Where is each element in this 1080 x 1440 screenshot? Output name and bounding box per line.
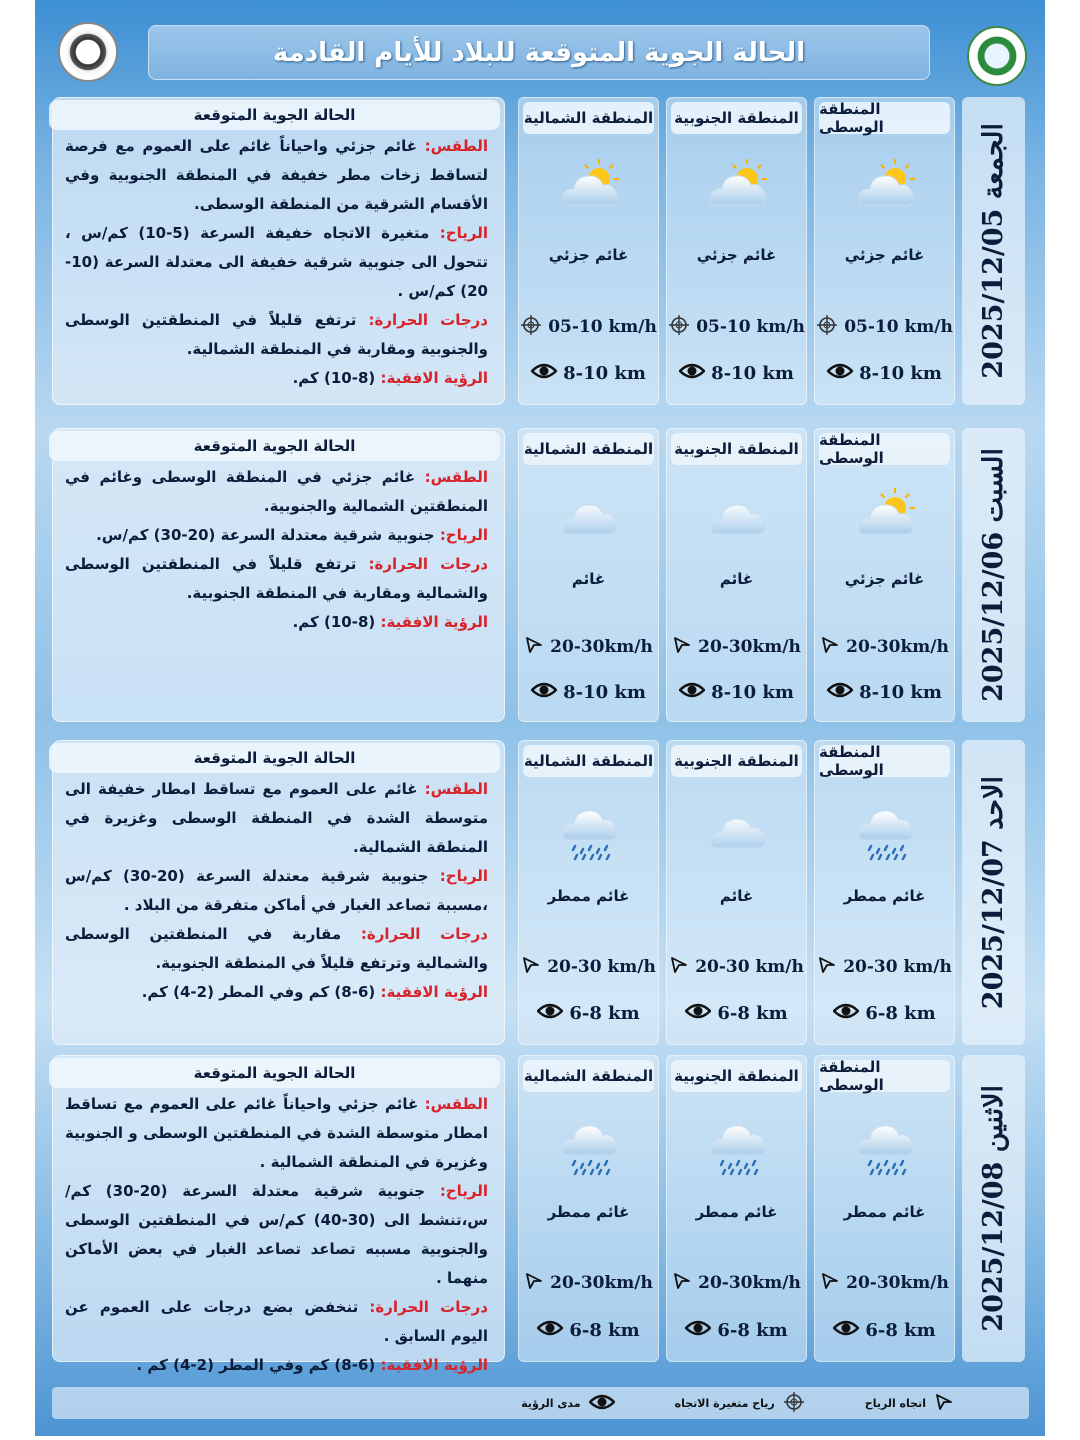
temperature-text: درجات الحرارة: تنخفض بضع درجات على العموم عن اليوم السابق .	[65, 1298, 488, 1345]
summary-title: الحالة الجوية المتوقعة	[49, 1058, 500, 1088]
wind-speed: 05-10 km/h	[667, 314, 806, 341]
condition-label: غائم ممطر	[843, 887, 926, 906]
visibility: 8-10 km	[519, 682, 658, 703]
meteorological-authority-logo	[58, 22, 118, 82]
visibility: 6-8 km	[667, 1003, 806, 1024]
wind-direction-icon	[524, 635, 544, 660]
compass-icon	[783, 1391, 805, 1416]
wind-speed: 20-30 km/h	[815, 955, 954, 980]
wind-speed: 20-30km/h	[519, 635, 658, 660]
wind-speed: 20-30km/h	[667, 1271, 806, 1296]
visibility: 6-8 km	[519, 1320, 658, 1341]
eye-icon	[537, 1003, 563, 1024]
day-date: الجمعة 2025/12/05	[962, 97, 1025, 405]
variable-wind-icon	[520, 314, 542, 341]
temperature-text: درجات الحرارة: مقاربة في المنطقتين الوسطى والشمالية وترتفع قليلاً في المنطقة الجنوبية.	[65, 925, 488, 972]
condition-label: غائم جزئي	[844, 570, 925, 589]
region-card	[666, 1055, 807, 1362]
condition-label: غائم	[719, 887, 754, 906]
visibility: 6-8 km	[815, 1320, 954, 1341]
wind-speed: 20-30 km/h	[519, 955, 658, 980]
wind-text: الرياح: جنوبية شرقية معتدلة السرعة (20-30) كم/س ،مسببة تصاعد الغبار في أماكن متفرقة من البلاد .	[65, 867, 488, 914]
visibility: 6-8 km	[815, 1003, 954, 1024]
region-name: المنطقة الوسطى	[819, 745, 950, 777]
cloudy-icon	[707, 798, 771, 862]
forecast-summary	[52, 428, 505, 722]
eye-icon	[827, 682, 853, 703]
weather-text: الطقس: غائم جزئي واحياناً غائم على العموم مع تساقط امطار متوسطة الشدة في المنطقتين الوسطى و الجنوبية وغزيرة في المنطقة الشمالية .	[65, 1095, 488, 1171]
region-card	[518, 428, 659, 722]
wind-direction-icon	[820, 1271, 840, 1296]
region-name: المنطقة الجنوبية	[671, 102, 802, 134]
temperature-text: درجات الحرارة: ترتفع قليلاً في المنطقتين الوسطى والشمالية ومقاربة في المنطقة الجنوبية.	[65, 555, 488, 602]
rain-icon	[707, 1113, 771, 1177]
summary-title: الحالة الجوية المتوقعة	[49, 100, 500, 130]
region-card	[814, 428, 955, 722]
region-name: المنطقة الشمالية	[523, 745, 654, 777]
rain-icon	[855, 798, 919, 862]
visibility: 8-10 km	[519, 363, 658, 384]
region-card	[666, 97, 807, 405]
forecast-summary	[52, 97, 505, 405]
forecast-summary	[52, 740, 505, 1045]
condition-label: غائم ممطر	[547, 1203, 630, 1222]
eye-icon	[679, 682, 705, 703]
cloudy-icon	[707, 484, 771, 548]
day-date: الاثنين 2025/12/08	[962, 1055, 1025, 1362]
wind-text: الرياح: متغيرة الاتجاه خفيفة السرعة (5-10) كم/س ، تتحول الى جنوبية شرقية خفيفة الى معتدلة السرعة (10-20) كم/س .	[65, 224, 488, 300]
variable-wind-icon	[668, 314, 690, 341]
day-row	[35, 97, 1045, 405]
temperature-text: درجات الحرارة: ترتفع قليلاً في المنطقتين الوسطى والجنوبية ومقاربة في المنطقة الشمالية.	[65, 311, 488, 358]
day-row	[35, 1055, 1045, 1374]
eye-icon	[833, 1320, 859, 1341]
legend-visibility: مدى الرؤية	[521, 1394, 614, 1413]
weather-text: الطقس: غائم جزئي في المنطقة الوسطى وغائم في المنطقتين الشمالية والجنوبية.	[65, 468, 488, 515]
wind-direction-icon	[669, 955, 689, 980]
visibility: 8-10 km	[667, 682, 806, 703]
eye-icon	[833, 1003, 859, 1024]
region-card	[814, 97, 955, 405]
region-card	[814, 1055, 955, 1362]
region-name: المنطقة الوسطى	[819, 102, 950, 134]
region-card	[518, 97, 659, 405]
visibility: 8-10 km	[815, 363, 954, 384]
visibility: 6-8 km	[667, 1320, 806, 1341]
day-date: الاحد 2025/12/07	[962, 740, 1025, 1045]
legend-wind-direction: اتجاه الرياح	[865, 1392, 954, 1415]
day-date: السبت 2025/12/06	[962, 428, 1025, 722]
wind-direction-icon	[521, 955, 541, 980]
weather-text: الطقس: غائم على العموم مع تساقط امطار خفيفة الى متوسطة الشدة في المنطقة الوسطى وغزيرة في المنطقة الشمالية.	[65, 780, 488, 856]
legend-variable-wind: رياح متغيرة الاتجاه	[675, 1391, 805, 1416]
wind-direction-icon	[820, 635, 840, 660]
wind-direction-icon	[817, 955, 837, 980]
visibility-text: الرؤية الافقية: (6-8) كم وفي المطر (2-4) كم .	[136, 1356, 488, 1374]
eye-icon	[679, 363, 705, 384]
wind-direction-icon	[672, 1271, 692, 1296]
forecast-summary	[52, 1055, 505, 1374]
wind-speed: 20-30km/h	[519, 1271, 658, 1296]
wind-text: الرياح: جنوبية شرقية معتدلة السرعة (20-30) كم/س،تنشط الى (30-40) كم/س في المنطقتين الوسطى والجنوبية مسببه تصاعد تصاعد الغبار في بعض الأماكن منهما .	[65, 1182, 488, 1287]
condition-label: غائم ممطر	[843, 1203, 926, 1222]
summary-title: الحالة الجوية المتوقعة	[49, 431, 500, 461]
visibility-text: الرؤية الافقية: (8-10) كم.	[292, 369, 488, 387]
eye-icon	[685, 1003, 711, 1024]
eye-icon	[531, 363, 557, 384]
partly-cloudy-icon	[707, 155, 771, 219]
region-name: المنطقة الجنوبية	[671, 745, 802, 777]
rain-icon	[559, 798, 623, 862]
region-card	[518, 740, 659, 1045]
eye-icon	[537, 1320, 563, 1341]
region-card	[814, 740, 955, 1045]
visibility: 6-8 km	[519, 1003, 658, 1024]
eye-icon	[531, 682, 557, 703]
region-name: المنطقة الوسطى	[819, 1060, 950, 1092]
cloudy-icon	[559, 484, 623, 548]
wind-speed: 05-10 km/h	[815, 314, 954, 341]
wind-speed: 20-30km/h	[815, 635, 954, 660]
partly-cloudy-icon	[559, 155, 623, 219]
rain-icon	[559, 1113, 623, 1177]
visibility-text: الرؤية الافقية: (6-8) كم وفي المطر (2-4) كم.	[141, 983, 488, 1001]
region-card	[666, 740, 807, 1045]
weather-text: الطقس: غائم جزئي واحياناً غائم على العموم مع فرصة لتساقط زخات مطر خفيفة في المنطقة الجنوبية وفي الأقسام الشرقية من المنطقة الوسطى.	[65, 137, 488, 213]
region-name: المنطقة الجنوبية	[671, 1060, 802, 1092]
wind-speed: 20-30km/h	[815, 1271, 954, 1296]
partly-cloudy-icon	[855, 155, 919, 219]
visibility-text: الرؤية الافقية: (8-10) كم.	[292, 613, 488, 631]
region-name: المنطقة الجنوبية	[671, 433, 802, 465]
wind-arrow-icon	[934, 1392, 954, 1415]
legend	[52, 1387, 1029, 1419]
region-name: المنطقة الشمالية	[523, 433, 654, 465]
condition-label: غائم ممطر	[695, 1203, 778, 1222]
visibility: 8-10 km	[667, 363, 806, 384]
eye-icon	[589, 1394, 615, 1413]
page-header	[148, 25, 930, 80]
page-title: الحالة الجوية المتوقعة للبلاد للأيام القادمة	[272, 37, 806, 68]
condition-label: غائم	[719, 570, 754, 589]
eye-icon	[685, 1320, 711, 1341]
weather-service-logo	[967, 26, 1027, 86]
region-name: المنطقة الشمالية	[523, 102, 654, 134]
region-card	[518, 1055, 659, 1362]
day-row	[35, 428, 1045, 722]
condition-label: غائم جزئي	[844, 245, 925, 264]
condition-label: غائم ممطر	[547, 887, 630, 906]
summary-title: الحالة الجوية المتوقعة	[49, 743, 500, 773]
region-card	[666, 428, 807, 722]
partly-cloudy-icon	[855, 484, 919, 548]
condition-label: غائم جزئي	[548, 245, 629, 264]
eye-icon	[827, 363, 853, 384]
wind-speed: 20-30km/h	[667, 635, 806, 660]
region-name: المنطقة الوسطى	[819, 433, 950, 465]
rain-icon	[855, 1113, 919, 1177]
variable-wind-icon	[816, 314, 838, 341]
wind-direction-icon	[672, 635, 692, 660]
wind-text: الرياح: جنوبية شرقية معتدلة السرعة (20-30) كم/س.	[96, 526, 488, 544]
region-name: المنطقة الشمالية	[523, 1060, 654, 1092]
forecast-poster	[35, 0, 1045, 1436]
condition-label: غائم	[571, 570, 606, 589]
wind-direction-icon	[524, 1271, 544, 1296]
day-row	[35, 740, 1045, 1045]
wind-speed: 05-10 km/h	[519, 314, 658, 341]
wind-speed: 20-30 km/h	[667, 955, 806, 980]
condition-label: غائم جزئي	[696, 245, 777, 264]
visibility: 8-10 km	[815, 682, 954, 703]
